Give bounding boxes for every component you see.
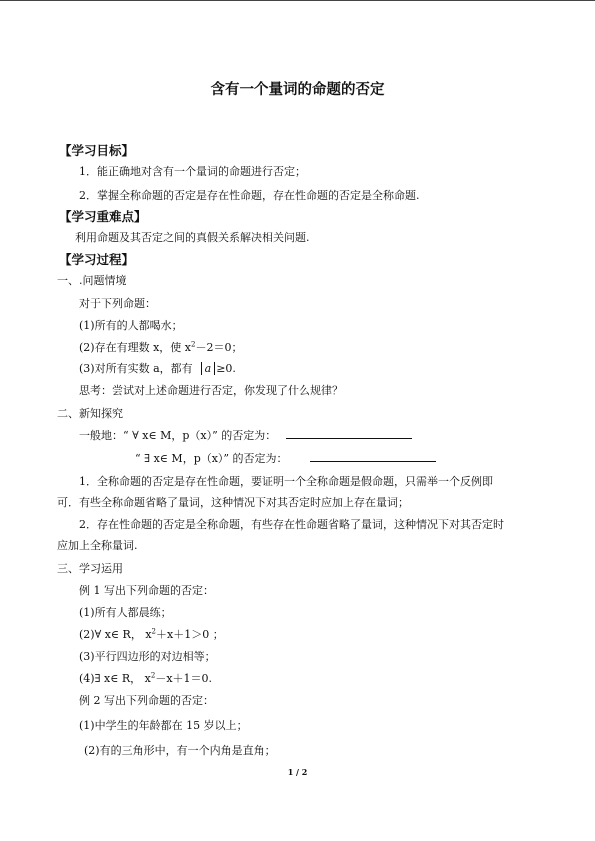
key-points-text: 利用命题及其否定之间的真假关系解决相关问题.: [75, 231, 310, 244]
answer-blank[interactable]: [310, 451, 436, 462]
part1-heading: 一、.问题情境: [57, 274, 127, 287]
example-2-item-1: (1)中学生的年龄都在 15 岁以上；: [79, 719, 248, 732]
page-number: 1 / 2: [287, 767, 308, 777]
section-heading-goals: 【学习目标】: [59, 143, 135, 158]
paragraph-2-line-2: 应加上全称量词.: [57, 539, 138, 552]
section-heading-key-points: 【学习重难点】: [59, 209, 147, 224]
proposition-2: (2)存在有理数 x，使 $x^2-2=0$；: [79, 340, 243, 354]
part1-intro: 对于下列命题：: [79, 297, 156, 310]
answer-blank[interactable]: [286, 428, 412, 439]
proposition-1: (1)所有的人都喝水；: [79, 319, 183, 332]
proposition-3: (3)对所有实数 a，都有 a ≥0.: [79, 362, 236, 375]
part2-heading: 二、新知探究: [57, 407, 123, 420]
page-title: 含有一个量词的命题的否定: [210, 82, 385, 98]
example-1-item-2: (2)∀ x∈ R， $x^2+x+1>0$ ；: [79, 627, 224, 641]
forall-negation-line: 一般地：“ ∀ x∈ M，p（x）” 的否定为：: [79, 428, 412, 443]
example-2-title: 例 2 写出下列命题的否定：: [79, 694, 214, 707]
top-rule: [0, 0, 595, 1]
example-1-title: 例 1 写出下列命题的否定：: [79, 584, 214, 597]
absolute-value-a: a: [201, 362, 216, 375]
section-heading-process: 【学习过程】: [59, 252, 135, 267]
example-1-item-1: (1)所有人都晨练；: [79, 606, 172, 619]
exists-negation-line: “ ∃ x∈ M，p（x）” 的否定为：: [135, 451, 436, 466]
example-2-item-2: (2)有的三角形中，有一个内角是直角；: [84, 744, 276, 757]
goal-item: 2．掌握全称命题的否定是存在性命题，存在性命题的否定是全称命题.: [79, 189, 420, 202]
paragraph-1-line-1: 1．全称命题的否定是存在性命题，要证明一个全称命题是假命题，只需举一个反例即: [79, 475, 493, 488]
paragraph-1-line-2: 可．有些全称命题省略了量词，这种情况下对其否定时应加上存在量词；: [57, 496, 409, 509]
example-1-item-3: (3)平行四边形的对边相等；: [79, 650, 216, 663]
goal-item: 1．能正确地对含有一个量词的命题进行否定；: [79, 165, 306, 178]
example-1-item-4: (4)∃ x∈ R， $x^2-x+1=0$.: [79, 671, 213, 685]
paragraph-2-line-1: 2．存在性命题的否定是全称命题，有些存在性命题省略了量词，这种情况下对其否定时: [79, 518, 504, 531]
think-question: 思考：尝试对上述命题进行否定，你发现了什么规律？: [79, 384, 343, 397]
part3-heading: 三、学习运用: [57, 562, 123, 575]
